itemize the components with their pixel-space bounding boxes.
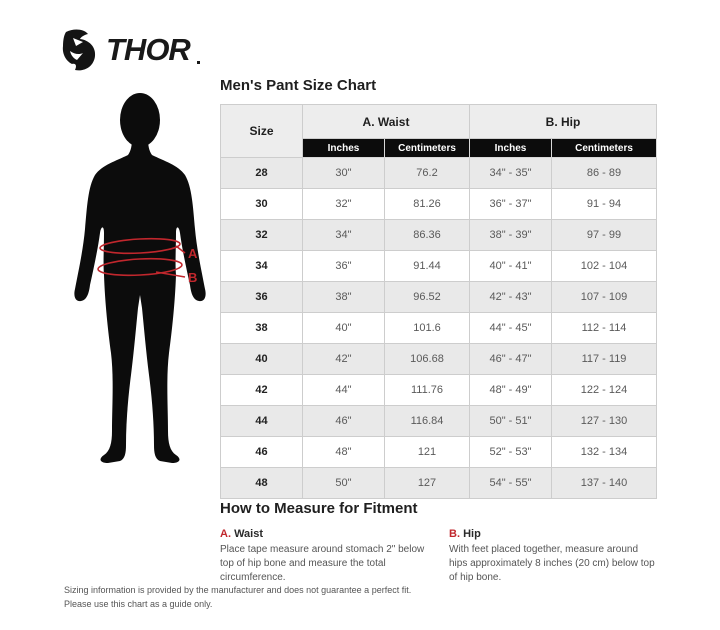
- value-cell: 81.26: [385, 189, 470, 220]
- size-cell: 46: [221, 437, 303, 468]
- value-cell: 127: [385, 468, 470, 499]
- value-cell: 107 - 109: [552, 282, 657, 313]
- value-cell: 101.6: [385, 313, 470, 344]
- value-cell: 106.68: [385, 344, 470, 375]
- table-row: [221, 220, 657, 251]
- figure-body: [74, 139, 205, 463]
- table-row: [221, 406, 657, 437]
- value-cell: 38": [303, 282, 385, 313]
- value-cell: 36" - 37": [470, 189, 552, 220]
- size-chart-table: [220, 104, 657, 499]
- waist-inches-header: Inches: [303, 139, 385, 158]
- table-group-header-row: [221, 105, 657, 139]
- trademark-dot: [197, 61, 200, 64]
- table-row: [221, 251, 657, 282]
- waist-heading: Waist: [234, 528, 263, 540]
- hip-heading: Hip: [463, 528, 481, 540]
- size-cell: 32: [221, 220, 303, 251]
- table-row: [221, 282, 657, 313]
- size-cell: 36: [221, 282, 303, 313]
- value-cell: 111.76: [385, 375, 470, 406]
- size-cell: 30: [221, 189, 303, 220]
- measure-section: [220, 500, 660, 585]
- disclaimer: [64, 584, 411, 612]
- hip-centimeters-header: Centimeters: [552, 139, 657, 158]
- measure-waist-block: [220, 528, 427, 585]
- brand-name: THOR: [106, 32, 190, 67]
- value-cell: 132 - 134: [552, 437, 657, 468]
- value-cell: 42" - 43": [470, 282, 552, 313]
- size-cell: 28: [221, 158, 303, 189]
- value-cell: 50": [303, 468, 385, 499]
- size-cell: 42: [221, 375, 303, 406]
- thor-logo: [60, 28, 200, 72]
- value-cell: 102 - 104: [552, 251, 657, 282]
- size-table-body: [221, 158, 657, 499]
- value-cell: 54" - 55": [470, 468, 552, 499]
- body-silhouette-figure: [64, 93, 216, 465]
- value-cell: 40": [303, 313, 385, 344]
- disclaimer-line-1: Sizing information is provided by the manufacturer and does not guarantee a perfect fit.: [64, 585, 412, 595]
- size-column-header: Size: [221, 105, 303, 158]
- size-cell: 48: [221, 468, 303, 499]
- value-cell: 116.84: [385, 406, 470, 437]
- value-cell: 76.2: [385, 158, 470, 189]
- thor-bull-icon: [60, 28, 100, 72]
- hip-label-b: B: [188, 270, 198, 285]
- value-cell: 48" - 49": [470, 375, 552, 406]
- hip-prefix: B.: [449, 528, 460, 540]
- value-cell: 46": [303, 406, 385, 437]
- measure-hip-block: [449, 528, 656, 585]
- waist-group-header: A. Waist: [303, 105, 470, 139]
- value-cell: 44" - 45": [470, 313, 552, 344]
- waist-centimeters-header: Centimeters: [385, 139, 470, 158]
- table-row: [221, 313, 657, 344]
- value-cell: 34" - 35": [470, 158, 552, 189]
- size-cell: 44: [221, 406, 303, 437]
- hip-inches-header: Inches: [470, 139, 552, 158]
- size-cell: 40: [221, 344, 303, 375]
- value-cell: 127 - 130: [552, 406, 657, 437]
- waist-label-a: A: [188, 246, 198, 261]
- value-cell: 91 - 94: [552, 189, 657, 220]
- value-cell: 50" - 51": [470, 406, 552, 437]
- value-cell: 121: [385, 437, 470, 468]
- value-cell: 44": [303, 375, 385, 406]
- hip-group-header: B. Hip: [470, 105, 657, 139]
- value-cell: 137 - 140: [552, 468, 657, 499]
- value-cell: 30": [303, 158, 385, 189]
- table-row: [221, 375, 657, 406]
- table-row: [221, 468, 657, 499]
- value-cell: 97 - 99: [552, 220, 657, 251]
- value-cell: 48": [303, 437, 385, 468]
- value-cell: 32": [303, 189, 385, 220]
- value-cell: 46" - 47": [470, 344, 552, 375]
- value-cell: 117 - 119: [552, 344, 657, 375]
- value-cell: 86.36: [385, 220, 470, 251]
- waist-prefix: A.: [220, 528, 231, 540]
- measure-title: How to Measure for Fitment: [220, 500, 418, 517]
- value-cell: 38" - 39": [470, 220, 552, 251]
- figure-head: [120, 93, 160, 147]
- value-cell: 96.52: [385, 282, 470, 313]
- size-chart-title: Men's Pant Size Chart: [220, 77, 377, 94]
- value-cell: 52" - 53": [470, 437, 552, 468]
- table-row: [221, 189, 657, 220]
- value-cell: 122 - 124: [552, 375, 657, 406]
- value-cell: 42": [303, 344, 385, 375]
- size-cell: 34: [221, 251, 303, 282]
- waist-description: Place tape measure around stomach 2" below top of hip bone and measure the total circumference.: [220, 544, 425, 583]
- disclaimer-line-2: Please use this chart as a guide only.: [64, 598, 213, 609]
- table-row: [221, 344, 657, 375]
- value-cell: 91.44: [385, 251, 470, 282]
- value-cell: 34": [303, 220, 385, 251]
- hip-description: With feet placed together, measure around hips approximately 8 inches (20 cm) below top of hip bone.: [449, 544, 655, 583]
- value-cell: 86 - 89: [552, 158, 657, 189]
- value-cell: 40" - 41": [470, 251, 552, 282]
- value-cell: 112 - 114: [552, 313, 657, 344]
- size-cell: 38: [221, 313, 303, 344]
- table-row: [221, 437, 657, 468]
- table-row: [221, 158, 657, 189]
- value-cell: 36": [303, 251, 385, 282]
